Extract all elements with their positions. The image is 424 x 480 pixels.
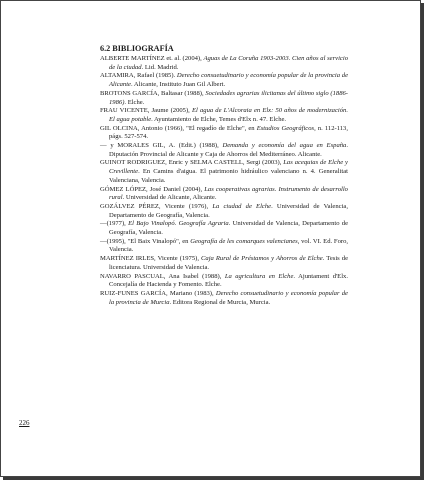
page-content bbox=[100, 44, 348, 307]
entry-title-text: El agua de L'Alcoraia en Elx: 50 años de modernización. El agua potable bbox=[109, 107, 348, 123]
bibliography-entry bbox=[100, 255, 348, 272]
bibliography-entry bbox=[100, 72, 348, 89]
entry-text: GÓMEZ LÓPEZ, José Daniel (2004), bbox=[100, 185, 205, 193]
entry-text: . Elche. bbox=[124, 98, 145, 106]
bibliography-entry bbox=[100, 142, 348, 159]
entry-title-text: Caja Rural de Préstamos y Ahorros de Elche bbox=[201, 255, 323, 263]
entry-text: NAVARRO PASCUAL, Ana Isabel (1988), bbox=[100, 272, 225, 280]
entry-text: RUIZ-FUNES GARCÍA, Mariano (1983), bbox=[100, 289, 216, 297]
entry-title-text: Derecho consuetudinario y economía popular de la provincia de Alicante bbox=[109, 72, 348, 89]
entry-text: — y MORALES GIL, A. (Edit.) (1988), bbox=[100, 142, 223, 150]
bibliography-entry bbox=[100, 290, 348, 307]
entry-text: . Universidad de Alicante, Alicante. bbox=[122, 194, 217, 202]
entry-text: . Universidad de Valencia, Departamento de Geografía, Valencia. bbox=[109, 202, 348, 219]
entry-title-text: Sociedades agrarias ilicitanas del último siglo (1886-1986) bbox=[109, 89, 348, 106]
bibliography-entry bbox=[100, 125, 348, 142]
page-number: 226 bbox=[19, 419, 30, 427]
bibliography-entry bbox=[100, 203, 348, 220]
entry-text: FRAU VICENTE, Jaume (2005), bbox=[100, 107, 192, 115]
entry-text: —(1977), bbox=[100, 220, 129, 228]
entry-text: , n. 112-113, págs. 527-574. bbox=[109, 124, 348, 141]
entry-text: . Ayuntamiento de Elche, Temes d'Elx n. 47. Elche. bbox=[151, 115, 287, 123]
entry-text: . Tesis de licenciatura. Universidad de Valencia. bbox=[109, 255, 348, 271]
bibliography-entry bbox=[100, 186, 348, 203]
entry-text: . Lid. Madrid. bbox=[141, 63, 179, 71]
entry-title-text: Aguas de La Coruña 1903-2003. Cien años al servicio de la ciudad bbox=[109, 55, 348, 71]
entry-text: ALTAMIRA, Rafael (1985). bbox=[100, 72, 177, 80]
entry-text: . Universidad de Valencia, Departamento de Geografía, Valencia. bbox=[109, 220, 348, 237]
entry-text: , vol. VI. Ed. Foro, Valencia. bbox=[109, 237, 349, 254]
bibliography-entry bbox=[100, 220, 348, 237]
entry-title-text: Las acequias de Elche y Crevillente bbox=[109, 159, 348, 176]
entry-title-text: La ciudad de Elche bbox=[212, 202, 272, 210]
entry-text: GUINOT RODRIGUEZ, Enric y SELMA CASTELL, Sergi (2003), bbox=[100, 159, 284, 167]
bibliography-entry bbox=[100, 238, 348, 255]
entry-title-text: Geografía de les comarques valencianes bbox=[190, 237, 298, 245]
entry-text: GIL OLCINA, Antonio (1966), "El regadío de Elche", en bbox=[100, 124, 257, 132]
entry-text: —(1995), "El Baix Vinalopó", en bbox=[100, 237, 191, 245]
entry-text: . En Camins d'aigua. El patrimonio hidráulico valenciano n. 4. Generalitat Valenciana, Valencia. bbox=[109, 168, 348, 184]
bibliography-entry bbox=[100, 90, 348, 107]
entry-text: BROTONS GARCÍA, Baltasar (1988), bbox=[100, 89, 206, 97]
entry-title-text: La agricultura en Elche bbox=[224, 272, 294, 280]
bibliography-entry bbox=[100, 107, 348, 124]
entry-text: . Editora Regional de Murcia, Murcia. bbox=[169, 298, 271, 306]
bibliography-entry bbox=[100, 55, 348, 72]
entry-text: . Alicante, Instituto Juan Gil Albert. bbox=[130, 81, 226, 89]
entry-title-text: Las cooperativas agrarias. Instrumento de desarrollo rural bbox=[109, 185, 348, 202]
entry-title-text: Derecho consuetudinario y economía popular de la provincia de Murcia bbox=[109, 289, 348, 306]
bibliography-entry bbox=[100, 159, 348, 185]
bibliography-entry bbox=[100, 273, 348, 290]
bibliography-list bbox=[100, 55, 348, 307]
entry-title-text: Demanda y economía del agua en España bbox=[222, 142, 347, 150]
section-title: 6.2 BIBLIOGRAFÍA bbox=[100, 44, 174, 53]
entry-text: . Diputación Provincial de Alicante y Caja de Ahorros del Mediterráneo. Alicante. bbox=[109, 142, 348, 158]
entry-text: ALBERTE MARTÍNEZ et. al. (2004), bbox=[100, 55, 204, 62]
entry-text: MARTÍNEZ IRLES, Vicente (1975), bbox=[100, 255, 202, 263]
entry-title-text: El Bajo Vinalopó. Geografía Agraria bbox=[128, 220, 229, 228]
entry-text: . Ajuntament d'Elx. Concejalía de Hacienda y Fomento. Elche. bbox=[109, 272, 348, 289]
entry-title-text: Estudios Geográficos bbox=[256, 124, 315, 132]
entry-text: GOZÁLVEZ PÉREZ, Vicente (1976), bbox=[100, 202, 213, 210]
